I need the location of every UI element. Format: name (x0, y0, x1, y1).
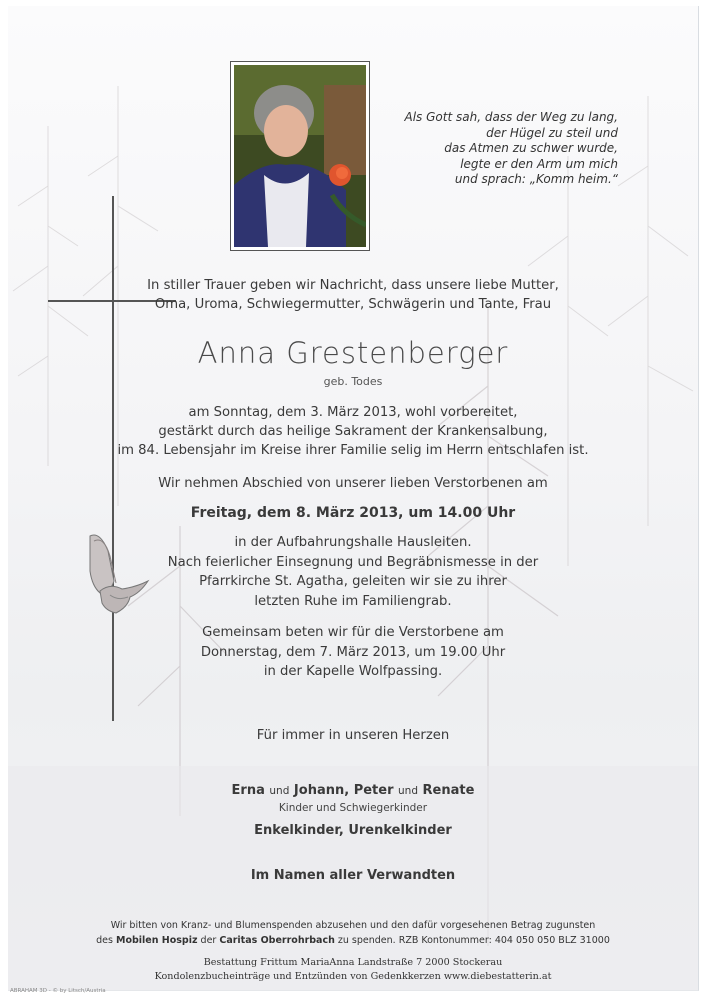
funeral-line: Nach feierlicher Einsegnung und Begräbnismesse in der (167, 554, 539, 570)
portrait-photo (230, 61, 370, 251)
copyright-note: ABRAHAM 3D - © by Litsch/Austria (10, 988, 106, 994)
quote-line: Als Gott sah, dass der Weg zu lang, (404, 110, 618, 124)
intro-line: Oma, Uroma, Schwiegermutter, Schwägerin und Tante, Frau (154, 297, 552, 312)
relatives-text: Im Namen aller Verwandten (250, 868, 456, 883)
connector: und (398, 785, 419, 797)
donation-word: der (200, 935, 217, 946)
death-line: am Sonntag, dem 3. März 2013, wohl vorbereitet, (188, 405, 518, 420)
connector: und (269, 785, 290, 797)
mourner-name: Johann, (293, 783, 350, 798)
hospiz-name: Mobilen Hospiz (115, 935, 198, 946)
death-line: gestärkt durch das heilige Sakrament der Krankensalbung, (158, 424, 548, 439)
forever-text: Für immer in unseren Herzen (256, 728, 450, 743)
mourner-name: Renate (422, 783, 475, 798)
undertaker-line: Bestattung Frittum MariaAnna Landstraße 7 2000 Stockerau (203, 957, 503, 968)
quote-line: und sprach: „Komm heim.“ (454, 172, 618, 186)
quote-poem (388, 110, 618, 188)
prayer-line: in der Kapelle Wolfpassing. (263, 664, 443, 679)
quote-line: das Atmen zu schwer wurde, (444, 141, 618, 155)
donation-request (8, 918, 698, 948)
funeral-details (8, 533, 698, 611)
donation-line: Wir bitten von Kranz- und Blumenspenden abzusehen und den dafür vorgesehenen Betrag zugunsten (110, 920, 596, 931)
funeral-line: Pfarrkirche St. Agatha, geleiten wir sie zu ihrer (199, 574, 507, 589)
funeral-line: letzten Ruhe im Familiengrab. (254, 593, 452, 609)
donation-word: des (96, 935, 113, 946)
funeral-date: Freitag, dem 8. März 2013, um 14.00 Uhr (190, 505, 516, 521)
grandchildren-text: Enkelkinder, Urenkelkinder (254, 823, 452, 838)
undertaker-info (8, 956, 698, 984)
mourners-relation: Kinder und Schwiegerkinder (278, 802, 428, 814)
undertaker-line: Kondolenzbucheinträge und Entzünden von Gedenkkerzen www.diebestatterin.at (154, 971, 552, 982)
donation-line (8, 933, 698, 948)
caritas-name: Caritas Oberrohrbach (219, 935, 335, 946)
mourners-names (8, 783, 698, 798)
death-notice (8, 403, 698, 460)
maiden-name: geb. Todes (323, 375, 383, 388)
announcement-intro (8, 276, 698, 314)
quote-line: der Hügel zu steil und (486, 125, 618, 140)
prayer-line: Donnerstag, dem 7. März 2013, um 19.00 Uhr (200, 644, 506, 660)
mourner-name: Peter (353, 783, 394, 798)
deceased-name: Anna Grestenberger (197, 336, 509, 370)
intro-line: In stiller Trauer geben wir Nachricht, dass unsere liebe Mutter, (147, 278, 559, 293)
mourner-name: Erna (231, 783, 265, 798)
bank-details: zu spenden. RZB Kontonummer: 404 050 050 BLZ 31000 (337, 935, 610, 946)
prayer-details (8, 623, 698, 682)
farewell-text: Wir nehmen Abschied von unserer lieben Verstorbenen am (158, 476, 548, 491)
funeral-line: in der Aufbahrungshalle Hausleiten. (234, 535, 472, 550)
quote-line: legte er den Arm um mich (460, 156, 618, 171)
prayer-line: Gemeinsam beten wir für die Verstorbene am (202, 625, 504, 640)
death-line: im 84. Lebensjahr im Kreise ihrer Familie selig im Herrn entschlafen ist. (117, 443, 589, 458)
obituary-sheet (8, 6, 699, 991)
